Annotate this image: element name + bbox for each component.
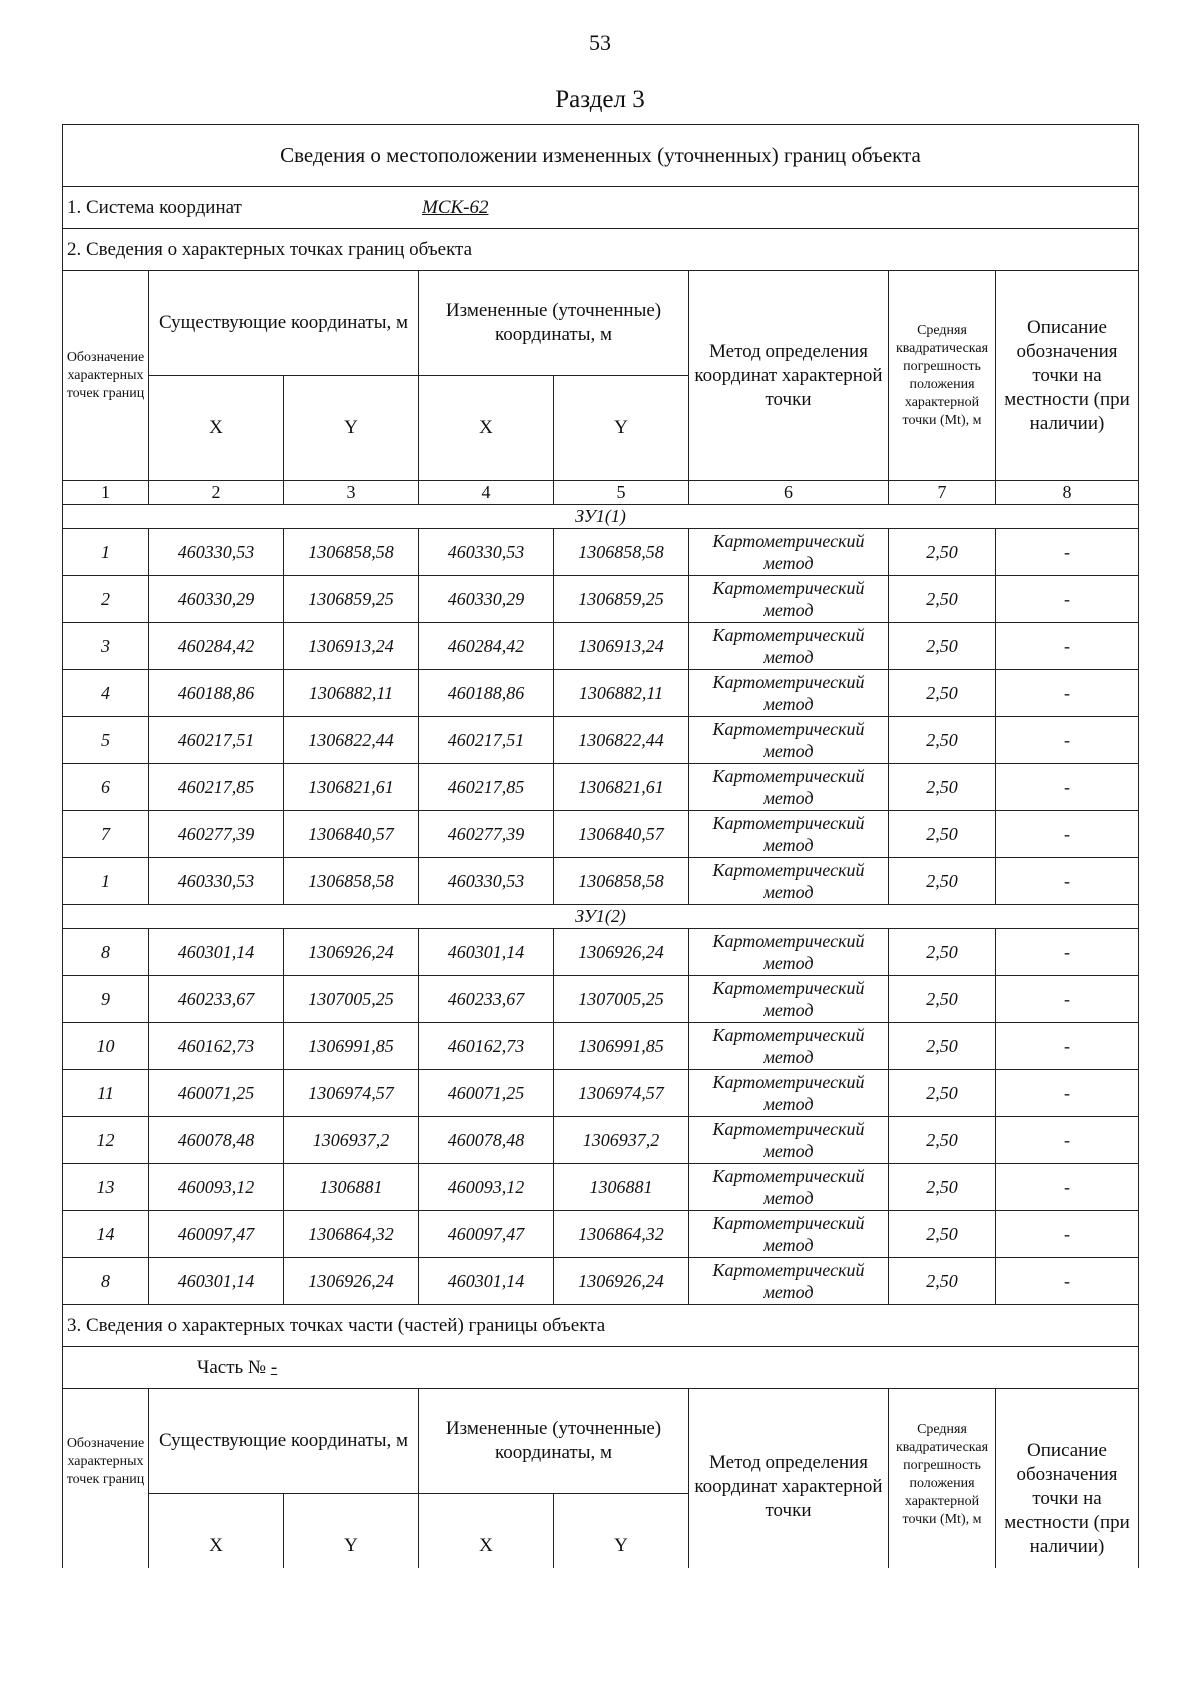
- table-row: [63, 623, 1139, 670]
- description-cell: -: [996, 576, 1139, 623]
- changed-y-cell: 1306858,58: [554, 529, 689, 576]
- changed-y-cell: 1306991,85: [554, 1023, 689, 1070]
- changed-y-cell: 1306864,32: [554, 1211, 689, 1258]
- changed-x-cell: 460217,51: [419, 717, 554, 764]
- description-cell: -: [996, 811, 1139, 858]
- parts-title: 3. Сведения о характерных точках части (частей) границы объекта: [63, 1305, 1139, 1347]
- table-row: [63, 1258, 1139, 1305]
- method-line-1: Картометрический: [712, 578, 865, 598]
- method-line-2: метод: [763, 788, 814, 808]
- error-cell: 2,50: [889, 529, 996, 576]
- error-cell: 2,50: [889, 976, 996, 1023]
- point-cell: 1: [63, 858, 149, 905]
- method-line-1: Картометрический: [712, 1166, 865, 1186]
- existing-x-cell: 460284,42: [149, 623, 284, 670]
- point-cell: 8: [63, 1258, 149, 1305]
- column-number: 4: [419, 481, 554, 505]
- header-method: Метод определения координат характерной точки: [689, 1389, 889, 1599]
- existing-x-cell: 460233,67: [149, 976, 284, 1023]
- method-cell: [689, 1117, 889, 1164]
- changed-x-cell: 460071,25: [419, 1070, 554, 1117]
- header-existing-y: Y: [284, 1494, 419, 1599]
- changed-x-cell: 460330,53: [419, 858, 554, 905]
- point-cell: 5: [63, 717, 149, 764]
- error-cell: 2,50: [889, 929, 996, 976]
- method-cell: [689, 1023, 889, 1070]
- header-existing-x: X: [149, 1494, 284, 1599]
- description-cell: -: [996, 623, 1139, 670]
- method-line-1: Картометрический: [712, 1119, 865, 1139]
- method-cell: [689, 764, 889, 811]
- changed-x-cell: 460277,39: [419, 811, 554, 858]
- point-cell: 9: [63, 976, 149, 1023]
- point-cell: 8: [63, 929, 149, 976]
- method-line-1: Картометрический: [712, 1213, 865, 1233]
- table-row: [63, 717, 1139, 764]
- changed-y-cell: 1306822,44: [554, 717, 689, 764]
- existing-y-cell: 1306926,24: [284, 929, 419, 976]
- point-cell: 1: [63, 529, 149, 576]
- description-cell: -: [996, 1117, 1139, 1164]
- table-row: [63, 1117, 1139, 1164]
- column-number: 7: [889, 481, 996, 505]
- method-line-2: метод: [763, 647, 814, 667]
- existing-x-cell: 460301,14: [149, 929, 284, 976]
- method-cell: [689, 811, 889, 858]
- table-title: Сведения о местоположении измененных (уточненных) границ объекта: [63, 125, 1139, 187]
- group-name: ЗУ1(1): [63, 505, 1139, 529]
- existing-y-cell: 1306858,58: [284, 529, 419, 576]
- point-cell: 2: [63, 576, 149, 623]
- existing-x-cell: 460093,12: [149, 1164, 284, 1211]
- error-cell: 2,50: [889, 811, 996, 858]
- error-cell: 2,50: [889, 1023, 996, 1070]
- point-cell: 11: [63, 1070, 149, 1117]
- method-line-2: метод: [763, 1000, 814, 1020]
- part-value: -: [270, 1356, 278, 1378]
- header-changed: Измененные (уточненные) координаты, м: [419, 271, 689, 376]
- existing-x-cell: 460330,53: [149, 529, 284, 576]
- existing-x-cell: 460217,85: [149, 764, 284, 811]
- method-line-2: метод: [763, 694, 814, 714]
- method-cell: [689, 976, 889, 1023]
- existing-x-cell: 460188,86: [149, 670, 284, 717]
- part-label: Часть №: [197, 1356, 267, 1378]
- column-number: 2: [149, 481, 284, 505]
- changed-x-cell: 460284,42: [419, 623, 554, 670]
- method-line-1: Картометрический: [712, 531, 865, 551]
- table-row: [63, 811, 1139, 858]
- column-number: 3: [284, 481, 419, 505]
- existing-y-cell: 1306822,44: [284, 717, 419, 764]
- point-cell: 6: [63, 764, 149, 811]
- method-line-2: метод: [763, 1047, 814, 1067]
- header-designation: Обозначение характерных точек границ: [63, 271, 149, 481]
- column-number: 8: [996, 481, 1139, 505]
- changed-y-cell: 1306937,2: [554, 1117, 689, 1164]
- error-cell: 2,50: [889, 1211, 996, 1258]
- existing-y-cell: 1306821,61: [284, 764, 419, 811]
- error-cell: 2,50: [889, 858, 996, 905]
- method-line-2: метод: [763, 741, 814, 761]
- existing-y-cell: 1306840,57: [284, 811, 419, 858]
- changed-y-cell: 1306882,11: [554, 670, 689, 717]
- header-changed-y: Y: [554, 1494, 689, 1599]
- header-description: Описание обозначения точки на местности (при наличии): [996, 271, 1139, 481]
- description-cell: -: [996, 670, 1139, 717]
- existing-y-cell: 1306859,25: [284, 576, 419, 623]
- method-line-2: метод: [763, 953, 814, 973]
- method-line-2: метод: [763, 882, 814, 902]
- existing-y-cell: 1306858,58: [284, 858, 419, 905]
- part-row: [63, 1347, 1139, 1389]
- table-row: [63, 1164, 1139, 1211]
- header-changed-x: X: [419, 376, 554, 481]
- table-row: [63, 529, 1139, 576]
- error-cell: 2,50: [889, 764, 996, 811]
- page-bottom-margin: [0, 1568, 1200, 1698]
- method-line-2: метод: [763, 835, 814, 855]
- method-line-1: Картометрический: [712, 719, 865, 739]
- method-line-2: метод: [763, 1188, 814, 1208]
- table-row: [63, 1070, 1139, 1117]
- header-changed: Измененные (уточненные) координаты, м: [419, 1389, 689, 1494]
- table-row: [63, 670, 1139, 717]
- changed-y-cell: 1306840,57: [554, 811, 689, 858]
- method-cell: [689, 1164, 889, 1211]
- description-cell: -: [996, 1070, 1139, 1117]
- changed-y-cell: 1306926,24: [554, 929, 689, 976]
- method-cell: [689, 1258, 889, 1305]
- coord-system-value: МСК-62: [422, 196, 489, 218]
- method-line-1: Картометрический: [712, 1072, 865, 1092]
- changed-x-cell: 460078,48: [419, 1117, 554, 1164]
- point-cell: 4: [63, 670, 149, 717]
- point-cell: 3: [63, 623, 149, 670]
- header-method: Метод определения координат характерной точки: [689, 271, 889, 481]
- changed-x-cell: 460097,47: [419, 1211, 554, 1258]
- changed-x-cell: 460217,85: [419, 764, 554, 811]
- method-cell: [689, 929, 889, 976]
- existing-x-cell: 460071,25: [149, 1070, 284, 1117]
- method-line-1: Картометрический: [712, 1025, 865, 1045]
- page-number: 53: [589, 30, 611, 55]
- coord-system-row: [63, 187, 1139, 229]
- section-title: Раздел 3: [555, 86, 645, 113]
- changed-y-cell: 1307005,25: [554, 976, 689, 1023]
- changed-y-cell: 1306859,25: [554, 576, 689, 623]
- table-row: [63, 976, 1139, 1023]
- method-line-1: Картометрический: [712, 860, 865, 880]
- method-line-2: метод: [763, 553, 814, 573]
- error-cell: 2,50: [889, 1070, 996, 1117]
- existing-x-cell: 460330,29: [149, 576, 284, 623]
- changed-x-cell: 460162,73: [419, 1023, 554, 1070]
- existing-x-cell: 460330,53: [149, 858, 284, 905]
- method-cell: [689, 1211, 889, 1258]
- changed-y-cell: 1306926,24: [554, 1258, 689, 1305]
- changed-x-cell: 460188,86: [419, 670, 554, 717]
- coord-system-label: 1. Система координат: [67, 196, 242, 218]
- method-line-2: метод: [763, 600, 814, 620]
- description-cell: -: [996, 764, 1139, 811]
- method-line-1: Картометрический: [712, 931, 865, 951]
- method-line-1: Картометрический: [712, 766, 865, 786]
- changed-y-cell: 1306881: [554, 1164, 689, 1211]
- table-row: [63, 764, 1139, 811]
- method-line-1: Картометрический: [712, 1260, 865, 1280]
- header-changed-x: X: [419, 1494, 554, 1599]
- point-cell: 12: [63, 1117, 149, 1164]
- method-line-1: Картометрический: [712, 625, 865, 645]
- changed-x-cell: 460233,67: [419, 976, 554, 1023]
- header-error: Средняя квадратическая погрешность положения характерной точки (Mt), м: [889, 1389, 996, 1599]
- error-cell: 2,50: [889, 1117, 996, 1164]
- method-cell: [689, 1070, 889, 1117]
- existing-x-cell: 460277,39: [149, 811, 284, 858]
- method-cell: [689, 529, 889, 576]
- header-existing-x: X: [149, 376, 284, 481]
- error-cell: 2,50: [889, 576, 996, 623]
- existing-y-cell: 1306974,57: [284, 1070, 419, 1117]
- changed-x-cell: 460093,12: [419, 1164, 554, 1211]
- changed-x-cell: 460330,29: [419, 576, 554, 623]
- method-cell: [689, 623, 889, 670]
- description-cell: -: [996, 858, 1139, 905]
- header-existing: Существующие координаты, м: [149, 1389, 419, 1494]
- existing-x-cell: 460162,73: [149, 1023, 284, 1070]
- description-cell: -: [996, 976, 1139, 1023]
- changed-y-cell: 1306858,58: [554, 858, 689, 905]
- description-cell: -: [996, 1211, 1139, 1258]
- existing-y-cell: 1306881: [284, 1164, 419, 1211]
- table-row: [63, 858, 1139, 905]
- method-line-1: Картометрический: [712, 978, 865, 998]
- error-cell: 2,50: [889, 717, 996, 764]
- header-existing-y: Y: [284, 376, 419, 481]
- point-cell: 13: [63, 1164, 149, 1211]
- changed-y-cell: 1306974,57: [554, 1070, 689, 1117]
- description-cell: -: [996, 717, 1139, 764]
- header-designation: Обозначение характерных точек границ: [63, 1389, 149, 1599]
- method-cell: [689, 576, 889, 623]
- existing-y-cell: 1306991,85: [284, 1023, 419, 1070]
- method-line-2: метод: [763, 1094, 814, 1114]
- header-error: Средняя квадратическая погрешность положения характерной точки (Mt), м: [889, 271, 996, 481]
- existing-x-cell: 460301,14: [149, 1258, 284, 1305]
- existing-y-cell: 1306913,24: [284, 623, 419, 670]
- existing-y-cell: 1306864,32: [284, 1211, 419, 1258]
- boundary-table: [62, 124, 1139, 1599]
- existing-x-cell: 460078,48: [149, 1117, 284, 1164]
- existing-x-cell: 460097,47: [149, 1211, 284, 1258]
- method-cell: [689, 717, 889, 764]
- point-cell: 7: [63, 811, 149, 858]
- header-changed-y: Y: [554, 376, 689, 481]
- existing-y-cell: 1306926,24: [284, 1258, 419, 1305]
- table-row: [63, 576, 1139, 623]
- description-cell: -: [996, 1023, 1139, 1070]
- method-cell: [689, 858, 889, 905]
- method-line-2: метод: [763, 1282, 814, 1302]
- table-row: [63, 1211, 1139, 1258]
- description-cell: -: [996, 929, 1139, 976]
- method-cell: [689, 670, 889, 717]
- point-cell: 10: [63, 1023, 149, 1070]
- existing-x-cell: 460217,51: [149, 717, 284, 764]
- error-cell: 2,50: [889, 1258, 996, 1305]
- table-row: [63, 1023, 1139, 1070]
- description-cell: -: [996, 1164, 1139, 1211]
- column-number: 5: [554, 481, 689, 505]
- header-description: Описание обозначения точки на местности (при наличии): [996, 1389, 1139, 1599]
- method-line-2: метод: [763, 1235, 814, 1255]
- changed-x-cell: 460301,14: [419, 929, 554, 976]
- points-title: 2. Сведения о характерных точках границ объекта: [63, 229, 1139, 271]
- changed-x-cell: 460301,14: [419, 1258, 554, 1305]
- existing-y-cell: 1306882,11: [284, 670, 419, 717]
- table-row: [63, 929, 1139, 976]
- description-cell: -: [996, 529, 1139, 576]
- header-existing: Существующие координаты, м: [149, 271, 419, 376]
- existing-y-cell: 1307005,25: [284, 976, 419, 1023]
- changed-x-cell: 460330,53: [419, 529, 554, 576]
- existing-y-cell: 1306937,2: [284, 1117, 419, 1164]
- method-line-1: Картометрический: [712, 813, 865, 833]
- description-cell: -: [996, 1258, 1139, 1305]
- group-name: ЗУ1(2): [63, 905, 1139, 929]
- column-number: 6: [689, 481, 889, 505]
- error-cell: 2,50: [889, 670, 996, 717]
- changed-y-cell: 1306821,61: [554, 764, 689, 811]
- error-cell: 2,50: [889, 1164, 996, 1211]
- method-line-1: Картометрический: [712, 672, 865, 692]
- column-number: 1: [63, 481, 149, 505]
- error-cell: 2,50: [889, 623, 996, 670]
- method-line-2: метод: [763, 1141, 814, 1161]
- changed-y-cell: 1306913,24: [554, 623, 689, 670]
- point-cell: 14: [63, 1211, 149, 1258]
